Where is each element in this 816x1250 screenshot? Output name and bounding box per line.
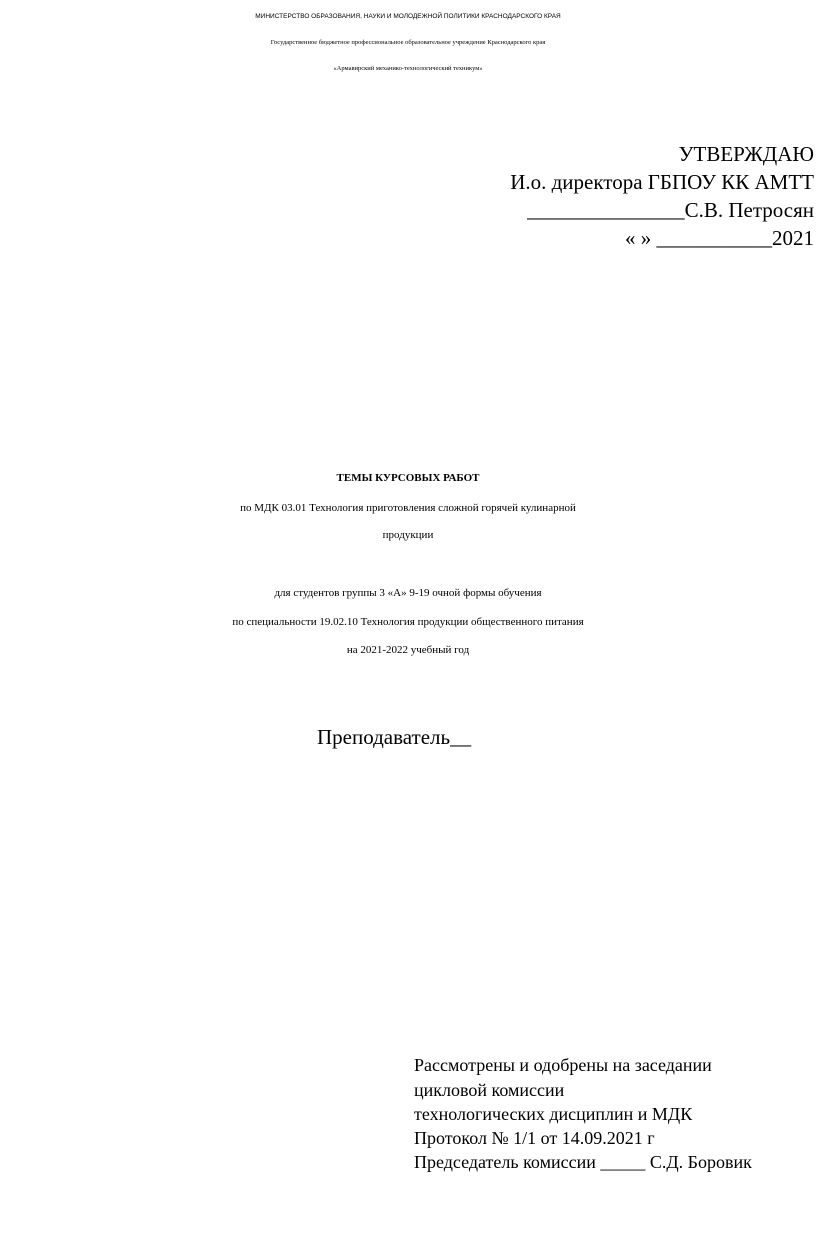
review-chairman: Председатель комиссии _____ С.Д. Боровик [414, 1152, 752, 1172]
subject-line-2: продукции [382, 529, 434, 541]
review-protocol: Протокол № 1/1 от 14.09.2021 г [414, 1128, 655, 1148]
college-name: «Армавирский механико-технологический техникум» [333, 65, 483, 72]
approval-signature: _______________С.В. Петросян [527, 198, 814, 222]
approval-position: И.о. директора ГБПОУ КК АМТТ [510, 170, 814, 194]
review-line-3: технологических дисциплин и МДК [414, 1104, 693, 1124]
approval-heading: УТВЕРЖДАЮ [678, 142, 814, 166]
specialty: по специальности 19.02.10 Технология продукции общественного питания [232, 616, 584, 628]
review-line-2: цикловой комиссии [414, 1080, 565, 1100]
academic-year: на 2021-2022 учебный год [346, 644, 470, 656]
student-group: для студентов группы 3 «А» 9-19 очной формы обучения [274, 587, 542, 599]
institution-name: Государственное бюджетное профессиональное образовательное учреждение Краснодарского края [270, 39, 546, 46]
ministry-name: МИНИСТЕРСТВО ОБРАЗОВАНИЯ, НАУКИ И МОЛОДЕЖНОЙ ПОЛИТИКИ КРАСНОДАРСКОГО КРАЯ [255, 13, 561, 20]
approval-date: « » ___________2021 [625, 226, 814, 250]
review-line-1: Рассмотрены и одобрены на заседании [414, 1055, 712, 1075]
subject-line-1: по МДК 03.01 Технология приготовления сложной горячей кулинарной [240, 502, 576, 514]
teacher-signature: Преподаватель__ [317, 725, 472, 749]
document-title: ТЕМЫ КУРСОВЫХ РАБОТ [336, 472, 480, 484]
